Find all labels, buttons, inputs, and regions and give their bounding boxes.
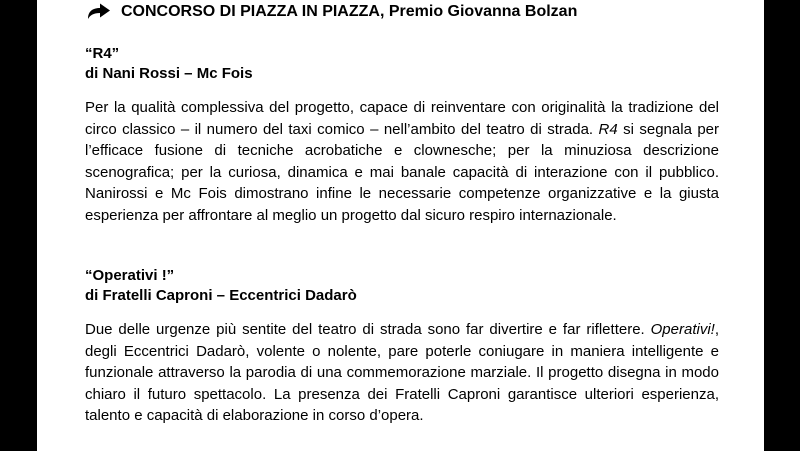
description-text: Per la qualità complessiva del progetto, capace di reinventare con originalità la tradizione del circo classico – il numero del taxi comico – nell’ambito del teatro di strada. <box>85 99 719 138</box>
work-title-italic: R4 <box>598 120 618 138</box>
document-heading <box>85 2 577 22</box>
entry-authors: di Nani Rossi – Mc Fois <box>85 65 253 82</box>
document-page <box>37 0 764 451</box>
description-text: , degli Eccentrici Dadarò, volente o nolente, pare poterle coniugare in maniera intelligente e funzionale attraverso la parodia di una commemorazione marziale. Il progetto disegna in modo chiaro il futuro spettacolo. La presenza dei Fratelli Caproni garantisce ulteriori esperienza, talento e capacità di elaborazione in corso d’opera. <box>85 321 719 425</box>
work-title-italic: Operativi! <box>650 321 715 338</box>
description-text: si segnala per l’efficace fusione di tecniche acrobatiche e clownesche; per la minuziosa descrizione scenografica; per la curiosa, dinamica e mai banale capacità di interazione con il pubblico. Nanirossi e Mc Fois dimostrano infine le necessarie competenze organizzative e la giusta esperienza per affrontare al meglio un progetto dal sicuro respiro internazionale. <box>85 120 720 224</box>
entry-description <box>85 319 719 427</box>
heading-title: CONCORSO DI PIAZZA IN PIAZZA, Premio Giovanna Bolzan <box>121 3 578 20</box>
redo-arrow-icon <box>85 2 113 22</box>
entry-title: “R4” <box>85 45 120 62</box>
description-text: Due delle urgenze più sentite del teatro di strada sono far divertire e far riflettere. <box>85 321 651 338</box>
entry-description <box>85 97 719 227</box>
entry-authors: di Fratelli Caproni – Eccentrici Dadarò <box>85 287 357 304</box>
entry-title: “Operativi !” <box>85 267 175 284</box>
